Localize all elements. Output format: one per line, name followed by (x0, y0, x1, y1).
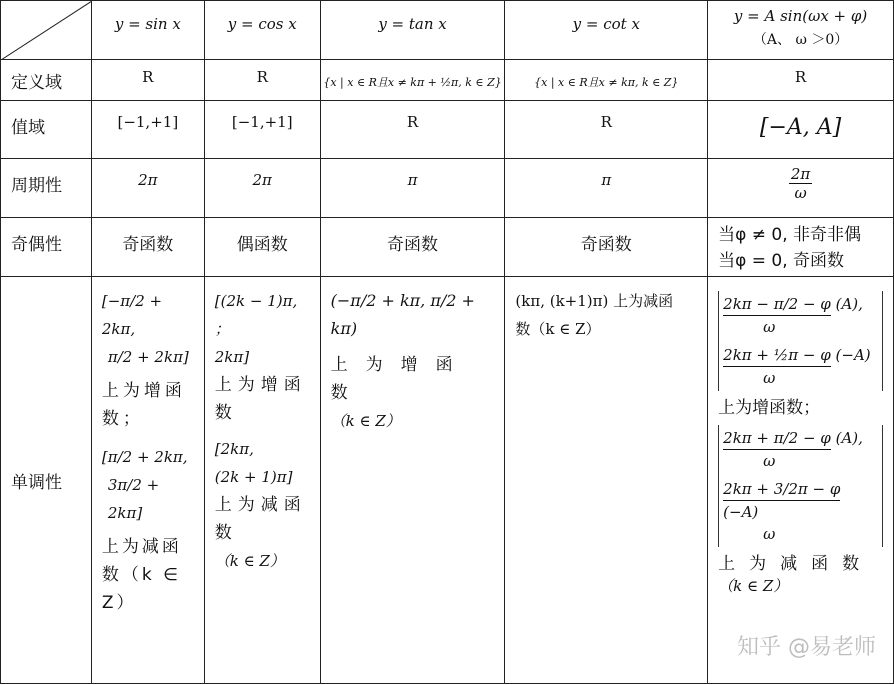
parity-cos: 偶函数 (204, 218, 320, 277)
range-cot: R (505, 101, 708, 159)
watermark-text: 知乎 @易老师 (737, 635, 876, 660)
mono-asin-inc-a-suffix: (A), (835, 295, 863, 313)
period-cot: π (505, 159, 708, 218)
mono-sin-dec-text: 上为减函数（k ∈ Z） (101, 537, 182, 613)
header-asin (708, 1, 894, 60)
diagonal-line (1, 1, 91, 60)
range-sin: [−1,+1] (91, 101, 204, 159)
mono-cos-dec-l1: [2kπ, (214, 440, 254, 458)
mono-asin-dec-a: 2kπ + π/2 − φ (723, 427, 831, 450)
range-row (1, 101, 894, 159)
mono-asin (708, 277, 894, 684)
period-asin-num: 2π (790, 165, 811, 183)
domain-tan: {x | x ∈ R且x ≠ kπ + ½π, k ∈ Z} (320, 60, 505, 101)
mono-asin-dec-b-den: ω (763, 525, 776, 543)
parity-row (1, 218, 894, 277)
parity-asin-line2: 当φ = 0, 奇函数 (718, 251, 845, 271)
range-tan: R (320, 101, 505, 159)
mono-sin-dec-l2: 3π/2 + 2kπ] (107, 476, 160, 522)
period-tan: π (320, 159, 505, 218)
mono-sin-inc-l1: [−π/2 + 2kπ, (101, 292, 163, 338)
mono-cos-inc-text: 上为增函数 (214, 375, 307, 423)
mono-cos-dec-l2: (2k + 1)π] (214, 468, 293, 486)
row-label-domain: 定义域 (1, 60, 92, 101)
mono-asin-dec-b: 2kπ + 3/2π − φ (723, 478, 840, 501)
row-label-range: 值域 (1, 101, 92, 159)
mono-cot-line2: 数（k ∈ Z） (515, 320, 601, 338)
mono-asin-inc-b-den: ω (763, 369, 776, 387)
mono-asin-dec-a-den: ω (763, 452, 776, 470)
mono-asin-kz: （k ∈ Z） (718, 577, 789, 595)
mono-asin-inc-bracket (718, 291, 883, 391)
header-row (1, 1, 894, 60)
row-label-monotonic: 单调性 (1, 277, 92, 684)
parity-asin (708, 218, 894, 277)
mono-asin-inc-b: 2kπ + ½π − φ (723, 344, 831, 367)
range-asin: [−A, A] (708, 101, 894, 159)
domain-cot: {x | x ∈ R且x ≠ kπ, k ∈ Z} (505, 60, 708, 101)
mono-asin-inc-text: 上为增函数； (718, 398, 821, 418)
row-label-period: 周期性 (1, 159, 92, 218)
period-asin-fraction (789, 165, 812, 202)
header-tan: y = tan x (320, 1, 505, 60)
period-asin (708, 159, 894, 218)
monotonic-row (1, 277, 894, 684)
period-sin: 2π (91, 159, 204, 218)
header-sin: y = sin x (91, 1, 204, 60)
domain-cos: R (204, 60, 320, 101)
mono-tan (320, 277, 505, 684)
mono-asin-dec-b-suffix: (−A) (723, 503, 759, 521)
header-asin-note: （A、 ω ＞0） (752, 32, 849, 48)
mono-cos-dec-text: 上为减函数 (214, 495, 307, 543)
mono-asin-inc-b-suffix: (−A) (835, 346, 871, 364)
header-cos: y = cos x (204, 1, 320, 60)
mono-cos-kz: （k ∈ Z） (214, 552, 285, 570)
header-asin-formula: y = A sin(ωx + φ) (733, 7, 868, 25)
mono-sin (91, 277, 204, 684)
period-row (1, 159, 894, 218)
mono-tan-text: 上为增函数 (330, 355, 471, 403)
mono-asin-inc-a: 2kπ − π/2 − φ (723, 293, 831, 316)
mono-cot-line1: (kπ, (k+1)π) 上为减函 (515, 292, 674, 310)
domain-sin: R (91, 60, 204, 101)
parity-sin: 奇函数 (91, 218, 204, 277)
period-asin-den: ω (794, 184, 807, 202)
mono-asin-inc-a-den: ω (763, 318, 776, 336)
parity-tan: 奇函数 (320, 218, 505, 277)
mono-cos-inc-l2: 2kπ] (214, 348, 250, 366)
parity-cot: 奇函数 (505, 218, 708, 277)
mono-cot (505, 277, 708, 684)
mono-sin-inc-l2: π/2 + 2kπ] (107, 348, 189, 366)
mono-cos-inc-l1: [(2k − 1)π, ； (214, 292, 298, 338)
period-cos: 2π (204, 159, 320, 218)
mono-cos (204, 277, 320, 684)
corner-cell (1, 1, 92, 60)
domain-row (1, 60, 894, 101)
parity-asin-line1: 当φ ≠ 0, 非奇非偶 (718, 225, 862, 245)
mono-asin-dec-a-suffix: (A), (835, 429, 863, 447)
domain-asin: R (708, 60, 894, 101)
mono-asin-dec-text: 上为减函数 (718, 554, 874, 574)
mono-tan-interval: (−π/2 + kπ, π/2 + kπ) (330, 291, 475, 338)
mono-tan-kz: （k ∈ Z） (330, 412, 401, 430)
row-label-parity: 奇偶性 (1, 218, 92, 277)
mono-sin-inc-text: 上为增函数； (101, 381, 186, 429)
mono-sin-dec-l1: [π/2 + 2kπ, (101, 448, 188, 466)
range-cos: [−1,+1] (204, 101, 320, 159)
header-cot: y = cot x (505, 1, 708, 60)
mono-asin-dec-bracket (718, 425, 883, 547)
